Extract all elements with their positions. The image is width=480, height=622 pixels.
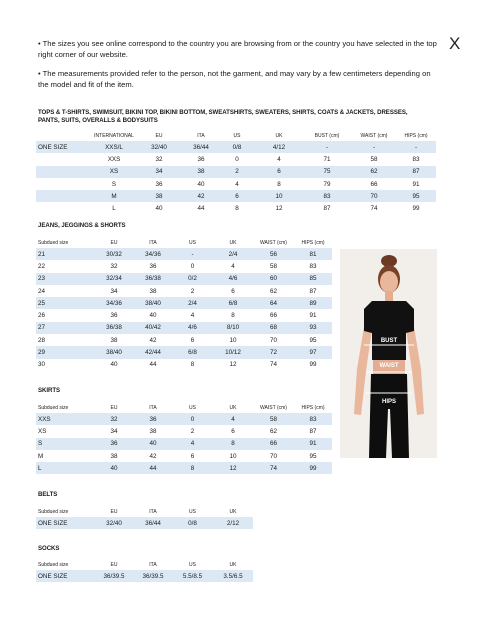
- table-cell: -: [172, 248, 213, 260]
- table-cell: 83: [294, 413, 332, 425]
- table-cell: 36/39.5: [134, 570, 172, 582]
- table-cell: 12: [275, 205, 283, 213]
- table-cell: 91: [294, 438, 332, 450]
- table-cell: 6: [231, 427, 235, 435]
- table-cell: 2/4: [213, 248, 253, 260]
- table-cell: 40: [134, 438, 172, 450]
- table-cell: 58: [370, 155, 378, 163]
- skirts-col-header: HIPS (cm): [301, 405, 325, 411]
- skirts-col-header: Subdued size: [38, 405, 69, 411]
- table-cell: 97: [294, 346, 332, 358]
- skirts-title: SKIRTS: [38, 387, 61, 394]
- belts-size-table: [36, 507, 436, 529]
- table-cell: 44: [197, 205, 205, 213]
- table-cell: 2/12: [213, 517, 253, 529]
- table-cell: 38: [184, 166, 218, 178]
- table-cell: 8: [190, 361, 195, 369]
- table-cell: XXS: [107, 155, 121, 163]
- belts-col-header: Subdued size: [38, 509, 69, 515]
- table-cell: [36, 202, 94, 214]
- jeans-size-table: [36, 238, 332, 371]
- tops-col-header: [36, 131, 94, 141]
- table-cell: 6/8: [213, 297, 253, 309]
- belts-col-header: ITA: [149, 509, 157, 515]
- table-cell: 34: [134, 166, 184, 178]
- table-cell: 95: [309, 452, 317, 460]
- table-cell: 23: [36, 273, 94, 285]
- table-cell: 58: [253, 413, 294, 425]
- table-cell: 0: [235, 155, 239, 163]
- table-cell: [36, 166, 94, 178]
- table-cell: 38/40: [134, 297, 172, 309]
- table-cell: 2: [190, 427, 195, 435]
- table-cell: -: [396, 141, 436, 153]
- table-cell: 62: [269, 287, 277, 295]
- table-cell: 34: [110, 287, 118, 295]
- skirts-size-table: [36, 403, 332, 474]
- table-row: [36, 178, 436, 190]
- table-cell: 85: [294, 273, 332, 285]
- table-cell: 75: [302, 166, 352, 178]
- table-cell: 30: [38, 361, 46, 369]
- table-cell: 71: [323, 155, 331, 163]
- table-cell: 12: [213, 462, 253, 474]
- belts-title: BELTS: [38, 491, 58, 498]
- jeans-col-header: HIPS (cm): [301, 240, 325, 246]
- table-cell: [36, 153, 94, 165]
- table-cell: ONE SIZE: [36, 517, 94, 529]
- table-cell: 38: [149, 427, 157, 435]
- table-cell: 25: [36, 297, 94, 309]
- jeans-col-header: Subdued size: [38, 240, 69, 246]
- jeans-header-row: [36, 238, 332, 248]
- table-cell: 2/4: [172, 297, 213, 309]
- table-cell: M: [94, 190, 134, 202]
- table-cell: 4/6: [213, 273, 253, 285]
- table-cell: 34/36: [94, 297, 134, 309]
- intro-note-2: • The measurements provided refer to the person, not the garment, and may vary by a few centimeters depending on the model and fit of the item.: [38, 69, 431, 89]
- table-cell: 4/12: [256, 141, 302, 153]
- table-cell: 32: [94, 413, 134, 425]
- table-cell: 99: [294, 462, 332, 474]
- table-cell: 36: [134, 413, 172, 425]
- table-cell: 38: [134, 190, 184, 202]
- table-cell: 8: [213, 438, 253, 450]
- table-cell: 42: [149, 336, 157, 344]
- table-cell: 8: [235, 205, 239, 213]
- table-cell: 6: [256, 166, 302, 178]
- model-illustration: [340, 249, 437, 458]
- table-cell: 64: [253, 297, 294, 309]
- table-cell: 8: [277, 180, 281, 188]
- table-row: [36, 248, 332, 260]
- table-cell: L: [36, 462, 94, 474]
- table-cell: 8/10: [213, 322, 253, 334]
- table-cell: 83: [302, 190, 352, 202]
- table-cell: 0/8: [172, 517, 213, 529]
- table-cell: ONE SIZE: [36, 570, 94, 582]
- table-cell: 44: [149, 361, 157, 369]
- table-cell: 62: [269, 427, 277, 435]
- table-cell: 91: [309, 312, 317, 320]
- socks-header-row: [36, 560, 436, 570]
- intro-note-1: • The sizes you see online correspond to the country you are browsing from or the country you have selected in the top right corner of our website.: [38, 39, 437, 59]
- table-cell: 36: [155, 180, 163, 188]
- belts-col-header: UK: [229, 509, 237, 515]
- table-cell: 38: [110, 336, 118, 344]
- table-cell: 34/36: [134, 248, 172, 260]
- tops-col-header: EU: [155, 133, 163, 139]
- table-cell: 66: [253, 438, 294, 450]
- table-cell: 34: [110, 427, 118, 435]
- close-icon[interactable]: X: [449, 34, 461, 53]
- table-cell: 40: [94, 462, 134, 474]
- table-row: [36, 322, 332, 334]
- table-cell: 91: [412, 180, 420, 188]
- table-cell: 40: [197, 180, 205, 188]
- table-cell: 2: [190, 287, 195, 295]
- table-cell: 74: [253, 462, 294, 474]
- table-cell: 36: [110, 312, 118, 320]
- waist-label: WAIST: [379, 363, 399, 369]
- table-cell: 70: [352, 190, 396, 202]
- table-cell: 4: [213, 413, 253, 425]
- table-cell: ONE SIZE: [36, 141, 94, 153]
- table-row: [36, 450, 332, 462]
- socks-title: SOCKS: [38, 545, 60, 552]
- table-cell: 32/40: [134, 141, 184, 153]
- table-row: [36, 297, 332, 309]
- table-cell: XXS: [36, 413, 94, 425]
- table-cell: 87: [396, 166, 436, 178]
- table-cell: 40: [155, 205, 163, 213]
- table-cell: [36, 178, 94, 190]
- jeans-col-header: UK: [229, 240, 237, 246]
- table-cell: 95: [309, 336, 317, 344]
- table-cell: 83: [412, 155, 420, 163]
- table-row: [36, 359, 332, 371]
- table-row: [36, 462, 332, 474]
- table-row: [36, 285, 332, 297]
- table-cell: L: [112, 205, 116, 213]
- table-cell: 81: [294, 248, 332, 260]
- skirts-col-header: WAIST (cm): [260, 405, 287, 411]
- table-cell: 4: [172, 438, 213, 450]
- table-cell: 87: [309, 427, 317, 435]
- table-cell: S: [36, 438, 94, 450]
- table-cell: 0/2: [172, 273, 213, 285]
- table-cell: 44: [134, 462, 172, 474]
- table-cell: 26: [38, 312, 46, 320]
- jeans-col-header: US: [189, 240, 196, 246]
- table-cell: 68: [253, 322, 294, 334]
- table-cell: 93: [294, 322, 332, 334]
- table-cell: 32: [155, 155, 163, 163]
- table-cell: 70: [269, 336, 277, 344]
- skirts-col-header: US: [189, 405, 196, 411]
- table-row: [36, 517, 436, 529]
- skirts-col-header: ITA: [149, 405, 157, 411]
- tops-header-row: [36, 131, 436, 141]
- table-cell: 21: [36, 248, 94, 260]
- table-cell: M: [38, 452, 44, 460]
- table-cell: 4: [190, 312, 195, 320]
- tops-col-header: HIPS (cm): [404, 133, 428, 139]
- table-cell: 36/39.5: [94, 570, 134, 582]
- table-cell: 38/40: [94, 346, 134, 358]
- table-cell: 87: [309, 287, 317, 295]
- tops-title: TOPS & T-SHIRTS, SWIMSUIT, BIKINI TOP, BIKINI BOTTOM, SWEATSHIRTS, SWEATERS, SHIRTS, COATS & JACKETS, DRESSES, PANTS, SUITS, OVERALLS & BODYSUITS: [38, 109, 408, 125]
- table-cell: 99: [309, 361, 317, 369]
- socks-col-header: ITA: [149, 562, 157, 568]
- table-cell: 38: [149, 287, 157, 295]
- table-cell: 40: [110, 361, 118, 369]
- socks-size-table: [36, 560, 436, 582]
- tops-size-table: [36, 131, 436, 215]
- belts-col-header: EU: [110, 509, 118, 515]
- table-cell: 4: [231, 262, 235, 270]
- table-cell: 27: [36, 322, 94, 334]
- table-cell: 42: [184, 190, 218, 202]
- tops-col-header: WAIST (cm): [360, 133, 388, 139]
- jeans-col-header: ITA: [149, 240, 157, 246]
- table-cell: -: [302, 141, 352, 153]
- table-cell: 83: [309, 262, 317, 270]
- table-cell: 60: [253, 273, 294, 285]
- socks-col-header: EU: [110, 562, 118, 568]
- table-cell: 6: [218, 190, 256, 202]
- table-cell: 79: [323, 180, 331, 188]
- table-cell: 72: [253, 346, 294, 358]
- table-row: [36, 260, 332, 272]
- table-row: [36, 413, 332, 425]
- table-cell: 74: [269, 361, 277, 369]
- table-cell: 42: [149, 452, 157, 460]
- table-cell: 6/8: [172, 346, 213, 358]
- table-cell: XS: [94, 166, 134, 178]
- table-cell: 6: [190, 336, 195, 344]
- table-row: [36, 334, 332, 346]
- table-cell: 10: [229, 336, 237, 344]
- table-cell: 10: [256, 190, 302, 202]
- socks-col-header: Subdued size: [38, 562, 69, 568]
- table-cell: 10: [229, 452, 237, 460]
- table-row: [36, 273, 332, 285]
- table-cell: S: [111, 180, 117, 188]
- table-cell: 89: [294, 297, 332, 309]
- model-measurement-photo: [340, 249, 437, 458]
- table-cell: 70: [269, 452, 277, 460]
- table-cell: 32: [110, 262, 118, 270]
- socks-col-header: UK: [229, 562, 237, 568]
- table-row: [36, 438, 332, 450]
- table-cell: 4/6: [172, 322, 213, 334]
- table-cell: -: [352, 141, 396, 153]
- table-cell: 6: [190, 452, 195, 460]
- table-cell: 62: [352, 166, 396, 178]
- table-cell: 29: [36, 346, 94, 358]
- table-cell: 36: [197, 155, 205, 163]
- table-cell: 3.5/6.5: [213, 570, 253, 582]
- table-cell: 4: [235, 180, 239, 188]
- table-row: [36, 309, 332, 321]
- table-cell: 5.5/8.5: [172, 570, 213, 582]
- table-cell: 87: [323, 205, 331, 213]
- table-cell: 0/8: [218, 141, 256, 153]
- jeans-title: JEANS, JEGGINGS & SHORTS: [38, 222, 126, 229]
- table-cell: 6: [231, 287, 235, 295]
- table-cell: 36/38: [134, 273, 172, 285]
- table-row: [36, 166, 436, 178]
- table-cell: 0: [172, 413, 213, 425]
- tops-col-header: ITA: [197, 133, 205, 139]
- hips-label: HIPS: [381, 399, 397, 405]
- table-cell: 40/42: [134, 322, 172, 334]
- table-cell: 36/44: [184, 141, 218, 153]
- table-cell: 36/38: [94, 322, 134, 334]
- table-cell: 40: [149, 312, 157, 320]
- table-cell: 38: [110, 452, 118, 460]
- skirts-col-header: UK: [229, 405, 237, 411]
- table-cell: 95: [396, 190, 436, 202]
- belts-col-header: US: [189, 509, 196, 515]
- table-row: [36, 153, 436, 165]
- table-cell: 42/44: [134, 346, 172, 358]
- table-cell: 0: [190, 262, 195, 270]
- table-cell: 8: [172, 462, 213, 474]
- table-row: [36, 570, 436, 582]
- table-cell: 36: [94, 438, 134, 450]
- jeans-col-header: WAIST (cm): [260, 240, 287, 246]
- table-cell: 32/40: [94, 517, 134, 529]
- table-cell: 24: [38, 287, 46, 295]
- table-cell: 58: [269, 262, 277, 270]
- tops-col-header: US: [233, 133, 241, 139]
- table-cell: 99: [412, 205, 420, 213]
- table-cell: 30/32: [94, 248, 134, 260]
- jeans-col-header: EU: [110, 240, 118, 246]
- bust-label: BUST: [380, 338, 398, 344]
- table-cell: 36: [149, 262, 157, 270]
- table-cell: 4: [277, 155, 281, 163]
- table-cell: 2: [218, 166, 256, 178]
- table-cell: 74: [370, 205, 378, 213]
- table-cell: 8: [231, 312, 235, 320]
- table-cell: 66: [269, 312, 277, 320]
- table-cell: 66: [370, 180, 378, 188]
- socks-col-header: US: [189, 562, 196, 568]
- table-cell: XS: [38, 427, 47, 435]
- table-row: [36, 202, 436, 214]
- tops-col-header: UK: [275, 133, 283, 139]
- table-cell: [36, 190, 94, 202]
- table-cell: 56: [253, 248, 294, 260]
- table-cell: 32/34: [94, 273, 134, 285]
- table-cell: 36/44: [134, 517, 172, 529]
- table-cell: 10/12: [213, 346, 253, 358]
- table-row: [36, 141, 436, 153]
- table-row: [36, 425, 332, 437]
- skirts-header-row: [36, 403, 332, 413]
- skirts-col-header: EU: [110, 405, 118, 411]
- table-row: [36, 346, 332, 358]
- table-cell: XXS/L: [94, 141, 134, 153]
- table-cell: 12: [229, 361, 237, 369]
- belts-header-row: [36, 507, 436, 517]
- table-row: [36, 190, 436, 202]
- table-cell: 22: [38, 262, 46, 270]
- tops-col-header: BUST (cm): [314, 133, 340, 139]
- table-cell: 28: [38, 336, 46, 344]
- tops-col-header: INTERNATIONAL: [94, 133, 134, 139]
